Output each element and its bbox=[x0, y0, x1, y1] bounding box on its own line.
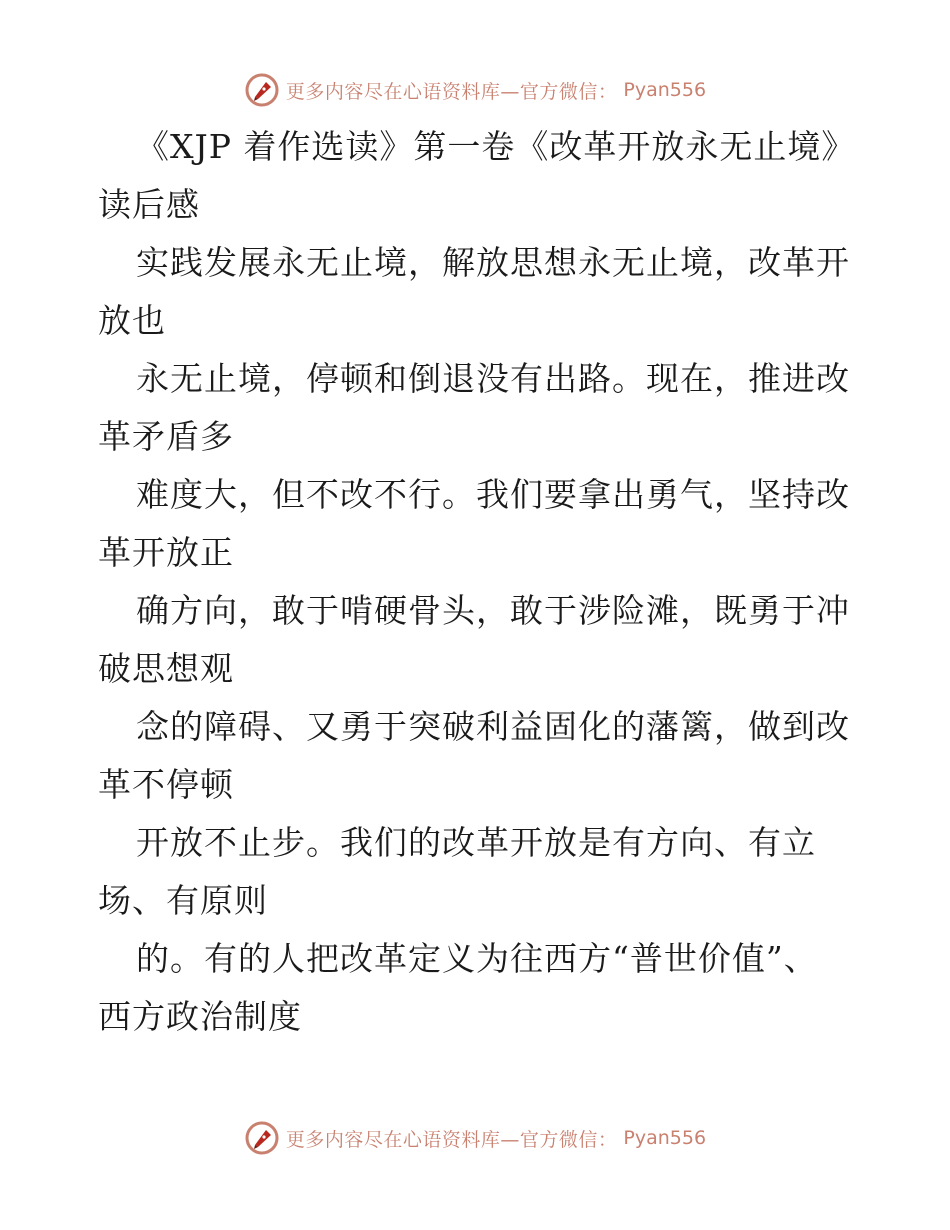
text-line: 难度大，但不改不行。我们要拿出勇气，坚持改 bbox=[136, 475, 850, 514]
header-watermark bbox=[0, 70, 950, 110]
paragraph bbox=[0, 234, 950, 350]
pen-nib-icon bbox=[244, 1120, 280, 1156]
paragraph bbox=[0, 698, 950, 814]
text-line: 实践发展永无止境，解放思想永无止境，改革开 bbox=[136, 243, 850, 282]
text-line-continued: 破思想观 bbox=[98, 649, 234, 688]
text-line-continued: 革不停顿 bbox=[98, 765, 234, 804]
text-line-continued: 革矛盾多 bbox=[98, 417, 234, 456]
document-body bbox=[0, 118, 950, 1046]
paragraph bbox=[0, 930, 950, 1046]
text-line-continued: 放也 bbox=[98, 301, 166, 340]
text-line: 确方向，敢于啃硬骨头，敢于涉险滩，既勇于冲 bbox=[136, 591, 850, 630]
title-line: 《XJP 着作选读》第一卷《改革开放永无止境》 bbox=[136, 127, 856, 166]
footer-watermark bbox=[0, 1118, 950, 1158]
watermark-text: 更多内容尽在心语资料库—官方微信： bbox=[285, 80, 618, 103]
document-title bbox=[0, 118, 950, 234]
text-line: 永无止境，停顿和倒退没有出路。现在，推进改 bbox=[136, 359, 850, 398]
text-line-continued: 革开放正 bbox=[98, 533, 234, 572]
paragraph bbox=[0, 350, 950, 466]
watermark-wechat-id: Pyan556 bbox=[623, 79, 707, 101]
text-line: 的。有的人把改革定义为往西方“普世价值”、 bbox=[136, 939, 818, 978]
paragraph bbox=[0, 466, 950, 582]
text-line: 开放不止步。我们的改革开放是有方向、有立 bbox=[136, 823, 816, 862]
watermark-wechat-id: Pyan556 bbox=[623, 1127, 707, 1149]
text-line-continued: 场、有原则 bbox=[98, 881, 268, 920]
paragraph bbox=[0, 582, 950, 698]
text-line: 念的障碍、又勇于突破利益固化的藩篱，做到改 bbox=[136, 707, 850, 746]
title-line-continued: 读后感 bbox=[98, 185, 200, 224]
paragraph bbox=[0, 814, 950, 930]
pen-nib-icon bbox=[244, 72, 280, 108]
watermark-text: 更多内容尽在心语资料库—官方微信： bbox=[285, 1128, 618, 1151]
text-line-continued: 西方政治制度 bbox=[98, 997, 302, 1036]
